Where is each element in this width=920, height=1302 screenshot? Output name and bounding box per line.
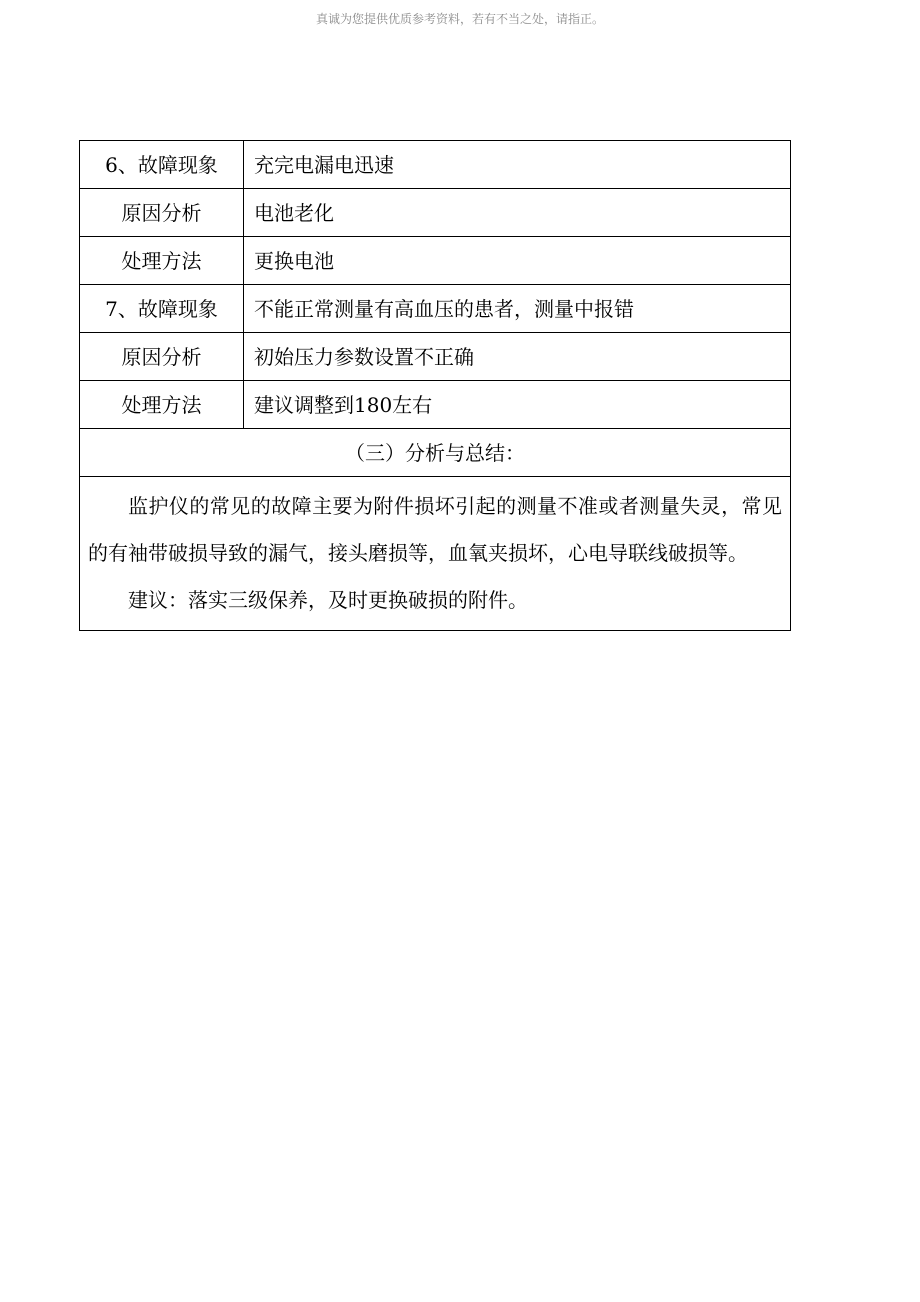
row-label: 原因分析 xyxy=(80,333,244,381)
summary-row xyxy=(80,477,791,631)
section-title: （三）分析与总结： xyxy=(80,429,791,477)
recommendation-paragraph: 建议：落实三级保养，及时更换破损的附件。 xyxy=(128,588,528,612)
row-label: 处理方法 xyxy=(80,237,244,285)
table-row xyxy=(80,141,791,189)
summary-cell xyxy=(80,477,791,631)
fault-table xyxy=(79,140,791,631)
row-value: 初始压力参数设置不正确 xyxy=(244,333,791,381)
table-row xyxy=(80,189,791,237)
row-label: 6、故障现象 xyxy=(80,141,244,189)
section-title-row xyxy=(80,429,791,477)
row-label: 原因分析 xyxy=(80,189,244,237)
row-value: 不能正常测量有高血压的患者，测量中报错 xyxy=(244,285,791,333)
row-value: 建议调整到180左右 xyxy=(244,381,791,429)
row-label: 7、故障现象 xyxy=(80,285,244,333)
table-row xyxy=(80,237,791,285)
row-value: 更换电池 xyxy=(244,237,791,285)
table-row xyxy=(80,285,791,333)
row-value: 充完电漏电迅速 xyxy=(244,141,791,189)
row-label: 处理方法 xyxy=(80,381,244,429)
row-value: 电池老化 xyxy=(244,189,791,237)
page-watermark: 真诚为您提供优质参考资料，若有不当之处，请指正。 xyxy=(315,12,604,26)
table-row xyxy=(80,333,791,381)
summary-paragraph: 监护仪的常见的故障主要为附件损坏引起的测量不准或者测量失灵，常见的有袖带破损导致的漏气，接头磨损等，血氧夹损坏，心电导联线破损等。 xyxy=(88,494,782,565)
table-row xyxy=(80,381,791,429)
